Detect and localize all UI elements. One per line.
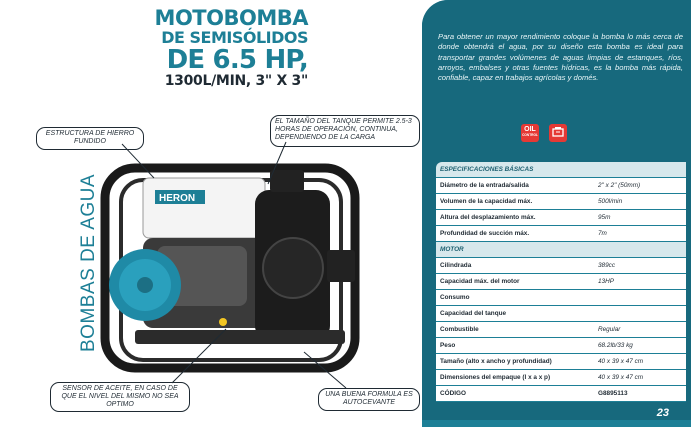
spec-key: Profundidad de succión máx. (436, 226, 594, 242)
oil-control-badge (521, 124, 539, 142)
product-title (138, 8, 308, 88)
feature-badges (521, 124, 573, 142)
spec-row (436, 178, 686, 194)
oil-control-badge-top: OIL (524, 126, 536, 133)
callout-leader-frame (120, 142, 160, 182)
spec-row (436, 226, 686, 242)
spec-value: 13HP (594, 274, 686, 290)
spec-key: Volumen de la capacidad máx. (436, 194, 594, 210)
spec-key: Peso (436, 338, 594, 354)
category-vertical-label: BOMBAS DE AGUA (78, 173, 99, 352)
spec-motor-header: MOTOR (436, 242, 686, 258)
spec-row (436, 258, 686, 274)
spec-value: 500l/min (594, 194, 686, 210)
title-line-4: 1300L/MIN, 3" X 3" (164, 73, 308, 89)
spec-value: 68.2lb/33 kg (594, 338, 686, 354)
spec-key: Dimensiones del empaque (l x a x p) (436, 370, 594, 386)
spec-value: G8895113 (594, 386, 686, 402)
spec-value: 40 x 39 x 47 cm (594, 354, 686, 370)
spec-row (436, 274, 686, 290)
spec-key: Altura del desplazamiento máx. (436, 210, 594, 226)
callout-tank: EL TAMAÑO DEL TANQUE PERMITE 2.5-3 HORAS DE OPERACIÓN, CONTINUA, DEPENDIENDO DE LA CARGA (270, 115, 420, 147)
spec-motor-header-row (436, 242, 686, 258)
spec-row (436, 306, 686, 322)
spec-value: Regular (594, 322, 686, 338)
spec-key: Tamaño (alto x ancho y profundidad) (436, 354, 594, 370)
spec-row (436, 354, 686, 370)
title-line-1: MOTOBOMBA (154, 6, 308, 30)
callout-formula: UNA BUENA FORMULA ES AUTOCEVANTE (318, 388, 420, 411)
spec-row (436, 290, 686, 306)
spec-key: Cilindrada (436, 258, 594, 274)
spec-key: Capacidad del tanque (436, 306, 594, 322)
page-number: 23 (656, 407, 669, 419)
info-panel (422, 0, 691, 427)
callout-leader-oil-sensor (170, 325, 240, 387)
spec-value: 389cc (594, 258, 686, 274)
spec-value (594, 306, 686, 322)
spec-key: Capacidad máx. del motor (436, 274, 594, 290)
spec-header-row (436, 162, 686, 178)
spec-key: Combustible (436, 322, 594, 338)
spec-table (436, 162, 686, 402)
spec-key: Consumo (436, 290, 594, 306)
spec-value: 40 x 39 x 47 cm (594, 370, 686, 386)
spec-row (436, 194, 686, 210)
callout-frame: ESTRUCTURA DE HIERRO FUNDIDO (36, 127, 144, 150)
spec-value: 95m (594, 210, 686, 226)
callout-oil-sensor: SENSOR DE ACEITE, EN CASO DE QUE EL NIVEL DEL MISMO NO SEA OPTIMO (50, 382, 190, 412)
spec-row (436, 370, 686, 386)
callout-leader-formula (300, 350, 360, 392)
title-line-3: DE 6.5 HP, (166, 45, 308, 75)
spec-row (436, 386, 686, 402)
spec-value: 7m (594, 226, 686, 242)
spec-row (436, 338, 686, 354)
spec-key: Diámetro de la entrada/salida (436, 178, 594, 194)
heron-logo: HERON (159, 193, 196, 204)
spec-value (594, 290, 686, 306)
title-line-2: DE SEMISÓLIDOS (161, 28, 308, 47)
spec-row (436, 322, 686, 338)
product-description: Para obtener un mayor rendimiento coloque la bomba lo más cerca de donde obtendrá el agua, por su diseño esta bomba es ideal para transportar grandes volúmenes de aguas limpias de estanques, ríos, arroyos, embalses y otras fuentes hídricas, es la bomba más rápida, confiable, capaz en trabajos agrícolas y domés. (438, 32, 683, 82)
spec-value: 2" x 2" (50mm) (594, 178, 686, 194)
callout-leader-tank (262, 140, 292, 190)
oil-control-badge-bottom: CONTROL (522, 133, 538, 137)
spec-header: ESPECIFICACIONES BÁSICAS (436, 162, 686, 178)
spec-key: CÓDIGO (436, 386, 594, 402)
engine-icon (549, 124, 567, 142)
spec-row (436, 210, 686, 226)
